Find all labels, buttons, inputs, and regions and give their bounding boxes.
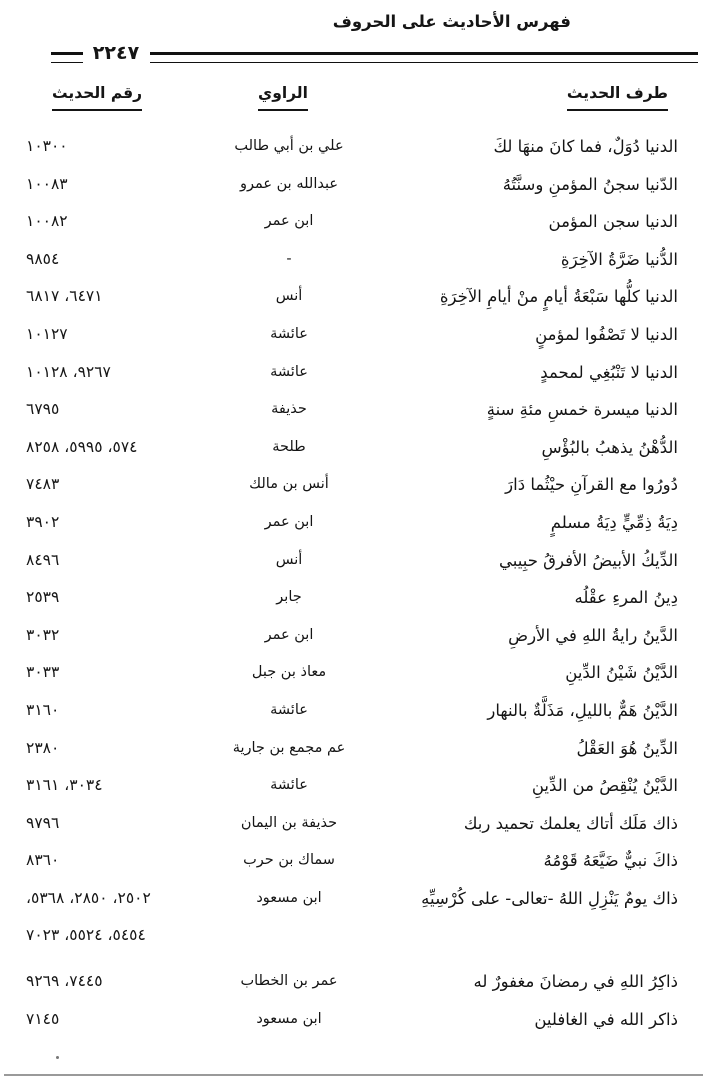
hadith-text-cell: الدَّيْنُ شَيْنُ الدِّينِ <box>565 663 678 683</box>
bottom-rule <box>4 1074 703 1076</box>
number-cell: ٨٣٦٠ <box>26 851 60 870</box>
hadith-text-cell: ذاك مَلَك أتاك يعلمك تحميد ربك <box>463 813 678 833</box>
hadith-text-cell: الدنيا لا تَصْفُوا لمؤمنٍ <box>535 324 678 344</box>
number-cell: ٥٧٤، ٥٩٩٥، ٨٢٥٨ <box>26 437 138 456</box>
table-row <box>0 203 678 241</box>
table-row <box>0 963 678 1001</box>
narrator-cell: ابن عمر <box>264 213 314 230</box>
table-row <box>0 542 678 580</box>
hadith-text-cell: الدنيا دُوَلٌ، فما كانَ منهَا لكَ <box>493 137 678 156</box>
narrator-cell: عائشة <box>270 363 308 380</box>
page-number: ٢٢٤٧ <box>92 42 140 64</box>
column-header-hadith: طرف الحديث <box>567 84 668 111</box>
narrator-cell: أنس <box>275 551 303 568</box>
table-rows <box>0 128 678 1038</box>
number-cell: ٧٤٤٥، ٩٢٦٩ <box>26 972 103 991</box>
hadith-text-cell: دِيَةُ ذِمِّيٍّ دِيَةُ مسلمٍ <box>550 512 678 532</box>
narrator-cell: عائشة <box>270 701 308 718</box>
narrator-cell: علي بن أبي طالب <box>234 138 344 154</box>
narrator-cell: ابن مسعود <box>256 1010 322 1027</box>
narrator-cell: طلحة <box>272 438 306 455</box>
number-cell: ١٠٣٠٠ <box>26 137 68 155</box>
hadith-text-cell: الدَّيْنُ يُنْقِصُ من الدِّينِ <box>531 776 678 796</box>
number-cell: ٣٠٣٢ <box>26 625 60 644</box>
hadith-text-cell: الدِّينُ هُوَ العَقْلُ <box>576 738 678 758</box>
hadith-text-cell: الدَّيْنُ هَمٌّ بالليلِ، مَذَلَّةٌ بالنهار <box>487 700 678 720</box>
hadith-text-cell: الدنيا كلُّها سَبْعَةُ أيامٍ منْ أيامِ الآخِرَةِ <box>439 287 678 307</box>
table-row <box>0 730 678 768</box>
table-row <box>0 617 678 655</box>
hadith-text-cell: الدنيا لا تَنْبُغِي لمحمدٍ <box>540 362 678 382</box>
number-cell: ٧١٤٥ <box>26 1009 60 1028</box>
hadith-text-cell: الدنيا ميسرة خمسِ مئةِ سنةٍ <box>486 400 678 420</box>
table-row <box>0 1001 678 1039</box>
narrator-cell: سماك بن حرب <box>243 852 335 869</box>
column-header-narrator: الراوي <box>258 84 308 111</box>
table-row <box>0 466 678 504</box>
table-row <box>0 654 678 692</box>
table-row <box>0 692 678 730</box>
narrator-cell: عائشة <box>270 777 308 794</box>
scan-speck <box>56 1056 59 1059</box>
header-rule-left <box>51 52 83 63</box>
number-cell: ٩٧٩٦ <box>26 813 60 832</box>
narrator-cell: حذيفة بن اليمان <box>240 814 338 831</box>
number-cell: ٣٩٠٢ <box>26 512 60 531</box>
table-row <box>0 767 678 805</box>
number-cell: ١٠١٢٧ <box>26 324 68 343</box>
table-row <box>0 880 678 955</box>
table-row <box>0 504 678 542</box>
narrator-cell: معاذ بن جبل <box>251 664 327 681</box>
narrator-cell: عمر بن الخطاب <box>240 973 338 990</box>
hadith-text-cell: الدِّيكُ الأبيضُ الأفرقُ حبِيبي <box>499 550 678 570</box>
narrator-cell: عم مجمع بن جارية <box>232 739 346 756</box>
table-row <box>0 579 678 617</box>
narrator-cell: ابن عمر <box>264 513 314 530</box>
hadith-text-cell: الدَّينُ رايةُ اللهِ في الأرضِ <box>508 625 678 645</box>
hadith-text-cell: الدُّهْنُ يذهبُ بالبُؤْسِ <box>541 437 678 457</box>
number-cell: ٩٨٥٤ <box>26 249 60 268</box>
narrator-cell: - <box>286 250 292 267</box>
number-cell: ٣١٦٠ <box>26 700 60 719</box>
narrator-cell: أنس بن مالك <box>249 476 329 493</box>
hadith-text-cell: دِينُ المرءِ عقْلُه <box>574 588 678 608</box>
header-rule-right <box>150 52 698 63</box>
table-row <box>0 842 678 880</box>
narrator-cell: حذيفة <box>271 401 307 418</box>
hadith-text-cell: ذاك يومٌ يَنْزِلِ اللهُ -تعالى- على كُرْسِيِّهِ <box>421 888 678 908</box>
hadith-text-cell: الدُّنيا ضَرَّةُ الآخِرَةِ <box>560 249 678 269</box>
number-cell: ٦٧٩٥ <box>26 400 60 419</box>
table-row <box>0 128 678 166</box>
number-cell: ١٠٠٨٣ <box>26 174 68 193</box>
number-cell: ٧٤٨٣ <box>26 475 60 494</box>
number-cell: ٢٣٨٠ <box>26 738 60 757</box>
number-cell: ٣٠٣٤، ٣١٦١ <box>26 776 103 795</box>
table-row <box>0 316 678 354</box>
table-row <box>0 429 678 467</box>
hadith-text-cell: ذاكِرُ اللهِ في رمضانَ مغفورٌ له <box>473 972 678 992</box>
narrator-cell: جابر <box>276 589 302 606</box>
hadith-text-cell: ذاكر الله في الغافلين <box>534 1009 678 1029</box>
narrator-cell: أنس <box>275 288 303 305</box>
number-cell: ١٠٠٨٢ <box>26 212 68 231</box>
number-cell: ٩٢٦٧، ١٠١٢٨ <box>26 362 111 381</box>
table-row <box>0 354 678 392</box>
narrator-cell: ابن عمر <box>264 626 314 643</box>
table-row <box>0 241 678 279</box>
hadith-text-cell: ذاكَ نبيٌّ ضَيَّعَهُ قَوْمُهُ <box>543 851 678 871</box>
number-cell: ٣٠٣٣ <box>26 663 60 682</box>
column-header-number: رقم الحديث <box>52 84 142 111</box>
table-row <box>0 278 678 316</box>
number-cell: ٢٥٣٩ <box>26 588 60 607</box>
narrator-cell: عبدالله بن عمرو <box>240 175 338 192</box>
number-cell: ٨٤٩٦ <box>26 550 60 569</box>
hadith-text-cell: الدنيا سجن المؤمن <box>548 212 678 232</box>
table-row <box>0 805 678 843</box>
number-cell: ٦٤٧١، ٦٨١٧ <box>26 287 103 306</box>
table-row <box>0 166 678 204</box>
hadith-text-cell: دُورُوا مع القرآنِ حيْثُما دَارَ <box>505 475 678 495</box>
hadith-text-cell: الدّنيا سجنُ المؤمنِ وسنَّتُهُ <box>502 174 678 194</box>
narrator-cell: ابن مسعود <box>256 889 322 906</box>
narrator-cell: عائشة <box>270 325 308 342</box>
number-cell: ٢٥٠٢، ٢٨٥٠، ٥٣٦٨، ٥٤٥٤، ٥٥٢٤، ٧٠٢٣ <box>26 888 151 945</box>
page-title: فهرس الأحاديث على الحروف <box>332 12 571 31</box>
table-row <box>0 391 678 429</box>
